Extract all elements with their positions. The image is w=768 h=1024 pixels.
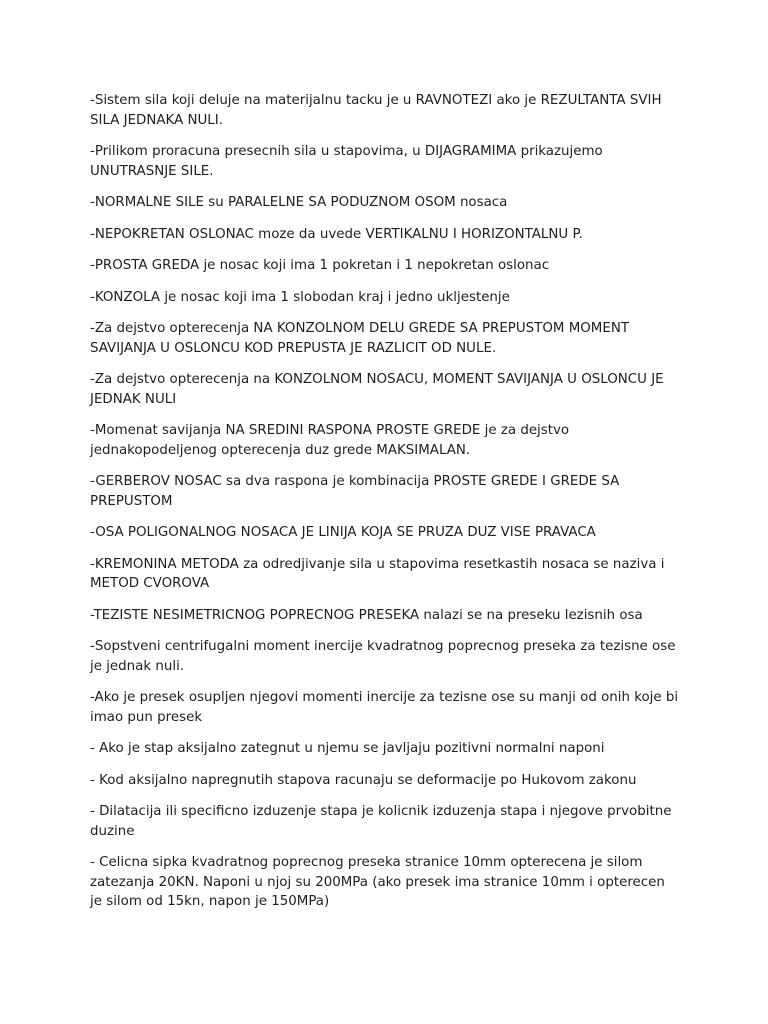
paragraph-10: -GERBEROV NOSAC sa dva raspona je kombinacija PROSTE GREDE I GREDE SA PREPUSTOM bbox=[90, 474, 620, 509]
paragraph-18: - Dilatacija ili specificno izduzenje stapa je kolicnik izduzenja stapa i njegove prvobitne duzine bbox=[90, 804, 672, 839]
paragraph-8: -Za dejstvo opterecenja na KONZOLNOM NOSACU, MOMENT SAVIJANJA U OSLONCU JE JEDNAK NULI bbox=[90, 372, 664, 407]
paragraph-6: -KONZOLA je nosac koji ima 1 slobodan kraj i jedno ukljestenje bbox=[90, 289, 510, 305]
paragraph-1: -Sistem sila koji deluje na materijalnu tacku je u RAVNOTEZI ako je REZULTANTA SVIH SILA JEDNAKA NULI. bbox=[90, 93, 662, 128]
document-body bbox=[90, 91, 680, 924]
paragraph-7: -Za dejstvo opterecenja NA KONZOLNOM DELU GREDE SA PREPUSTOM MOMENT SAVIJANJA U OSLONCU KOD PREPUSTA JE RAZLICIT OD NULE. bbox=[90, 321, 630, 356]
paragraph-11: -OSA POLIGONALNOG NOSACA JE LINIJA KOJA SE PRUZA DUZ VISE PRAVACA bbox=[90, 525, 596, 540]
paragraph-4: -NEPOKRETAN OSLONAC moze da uvede VERTIKALNU I HORIZONTALNU P. bbox=[90, 226, 583, 242]
paragraph-12: -KREMONINA METODA za odredjivanje sila u stapovima resetkastih nosaca se naziva i METOD CVOROVA bbox=[90, 556, 665, 591]
paragraph-3: -NORMALNE SILE su PARALELNE SA PODUZNOM OSOM nosaca bbox=[90, 195, 508, 210]
paragraph-14: -Sopstveni centrifugalni moment inercije kvadratnog poprecnog preseka za tezisne ose je jednak nuli. bbox=[90, 639, 676, 674]
paragraph-15: -Ako je presek osupljen njegovi momenti inercije za tezisne ose su manji od onih koje bi imao pun presek bbox=[90, 690, 679, 725]
paragraph-9: -Momenat savijanja NA SREDINI RASPONA PROSTE GREDE je za dejstvo jednakopodeljenog opterecenja duz grede MAKSIMALAN. bbox=[90, 423, 570, 458]
paragraph-2: -Prilikom proracuna presecnih sila u stapovima, u DIJAGRAMIMA prikazujemo UNUTRASNJE SILE. bbox=[90, 144, 603, 179]
paragraph-5: -PROSTA GREDA je nosac koji ima 1 pokretan i 1 nepokretan oslonac bbox=[90, 258, 550, 273]
paragraph-19: - Celicna sipka kvadratnog poprecnog preseka stranice 10mm opterecena je silom zatezanja 20KN. Naponi u njoj su 200MPa (ako presek ima stranice 10mm i opterecen je silom od 15kn, napon je 150MPa) bbox=[90, 855, 665, 909]
paragraph-17: - Kod aksijalno napregnutih stapova racunaju se deformacije po Hukovom zakonu bbox=[90, 772, 637, 788]
paragraph-13: -TEZISTE NESIMETRICNOG POPRECNOG PRESEKA nalazi se na preseku lezisnih osa bbox=[90, 607, 643, 623]
paragraph-16: - Ako je stap aksijalno zategnut u njemu se javljaju pozitivni normalni naponi bbox=[90, 741, 605, 756]
